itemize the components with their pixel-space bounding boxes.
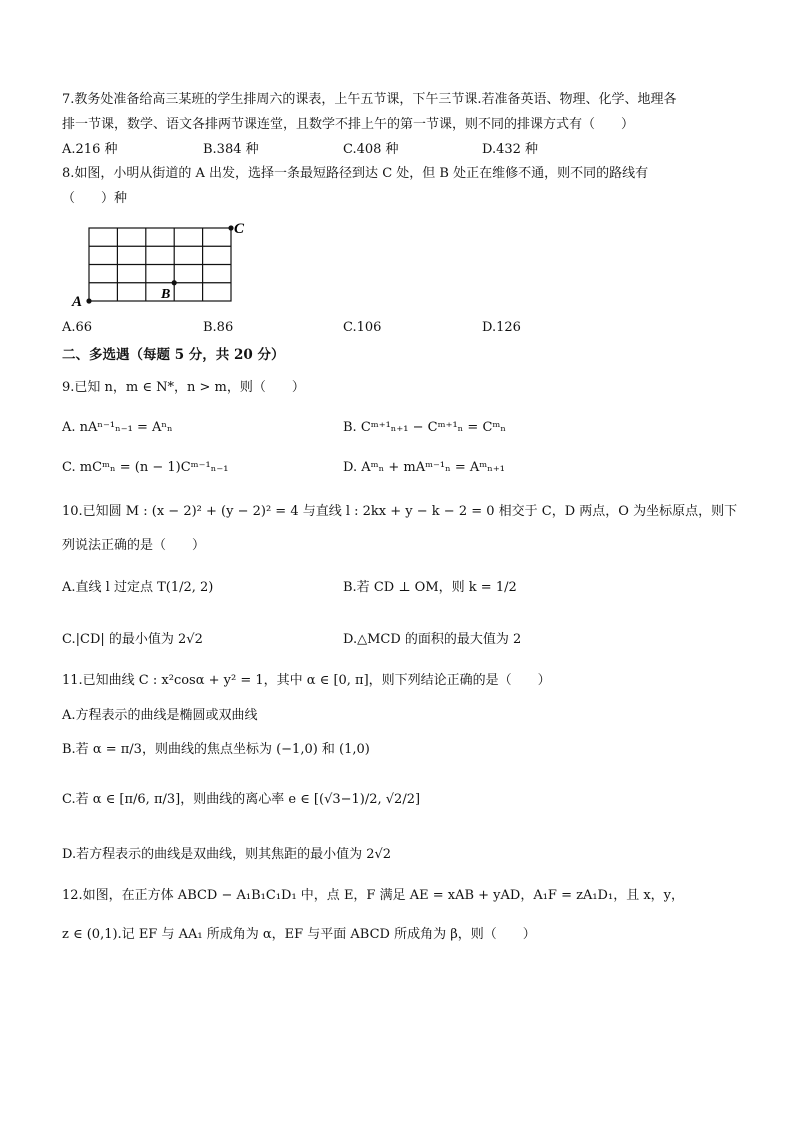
q11-option-a: A.方程表示的曲线是椭圆或双曲线: [62, 708, 258, 723]
q12-stem-line1: 12.如图，在正方体 ABCD − A₁B₁C₁D₁ 中，点 E，F 满足 AE = xAB + yAD，A₁F = zA₁D₁，且 x，y，: [62, 888, 685, 903]
label-a: A: [72, 294, 83, 310]
q10-option-a: A.直线 l 过定点 T(1/2, 2): [62, 580, 214, 595]
q7-option-a: A.216 种: [62, 142, 118, 157]
q7-option-c: C.408 种: [343, 142, 399, 157]
q11-option-d: D.若方程表示的曲线是双曲线，则其焦距的最小值为 2√2: [62, 847, 392, 862]
q10-stem-line1: 10.已知圆 M : (x − 2)² + (y − 2)² = 4 与直线 l : 2kx + y − k − 2 = 0 相交于 C，D 两点，O 为坐标原点，则下: [62, 504, 738, 519]
street-grid-figure: [60, 216, 260, 312]
q9-option-c: C. mCᵐₙ = (n − 1)Cᵐ⁻¹ₙ₋₁: [62, 460, 229, 475]
point-b: [172, 280, 177, 285]
point-c: [228, 225, 233, 230]
label-b: B: [161, 287, 171, 302]
q9-option-b: B. Cᵐ⁺¹ₙ₊₁ − Cᵐ⁺¹ₙ = Cᵐₙ: [343, 420, 506, 435]
q11-option-c: C.若 α ∈ [π/6, π/3]，则曲线的离心率 e ∈ [(√3−1)/2, √2/2]: [62, 792, 421, 807]
q8-option-a: A.66: [62, 320, 93, 335]
q10-option-b: B.若 CD ⊥ OM，则 k = 1/2: [343, 580, 517, 595]
q7-option-b: B.384 种: [203, 142, 259, 157]
point-a: [86, 298, 91, 303]
q9-option-d: D. Aᵐₙ + mAᵐ⁻¹ₙ = Aᵐₙ₊₁: [343, 460, 505, 475]
q8-option-b: B.86: [203, 320, 234, 335]
section-heading: 二、多选遇（每题 5 分，共 20 分）: [62, 347, 285, 363]
q8-stem-line2: （ ）种: [62, 191, 128, 206]
q10-option-c: C.|CD| 的最小值为 2√2: [62, 632, 203, 647]
q8-option-c: C.106: [343, 320, 382, 335]
q11-stem: 11.已知曲线 C : x²cosα + y² = 1，其中 α ∈ [0, π]，则下列结论正确的是（ ）: [62, 673, 551, 688]
label-c: C: [234, 221, 245, 237]
q8-stem-line1: 8.如图，小明从街道的 A 出发，选择一条最短路径到达 C 处，但 B 处正在维修不通，则不同的路线有: [62, 166, 649, 181]
q12-stem-line2: z ∈ (0,1).记 EF 与 AA₁ 所成角为 α，EF 与平面 ABCD 所成角为 β，则（ ）: [62, 927, 536, 942]
q7-stem-line1: 7.教务处准备给高三某班的学生排周六的课表，上午五节课，下午三节课.若准备英语、物理、化学、地理各: [62, 92, 677, 107]
q9-stem: 9.已知 n，m ∈ N*，n > m，则（ ）: [62, 380, 305, 395]
q11-option-b: B.若 α = π/3，则曲线的焦点坐标为 (−1,0) 和 (1,0): [62, 742, 370, 757]
q8-option-d: D.126: [482, 320, 521, 335]
q9-option-a: A. nAⁿ⁻¹ₙ₋₁ = Aⁿₙ: [62, 420, 173, 435]
q10-option-d: D.△MCD 的面积的最大值为 2: [343, 632, 522, 647]
q7-stem-line2: 排一节课，数学、语文各排两节课连堂，且数学不排上午的第一节课，则不同的排课方式有（ ）: [62, 117, 635, 132]
q10-stem-line2: 列说法正确的是（ ）: [62, 538, 206, 553]
q7-option-d: D.432 种: [482, 142, 539, 157]
